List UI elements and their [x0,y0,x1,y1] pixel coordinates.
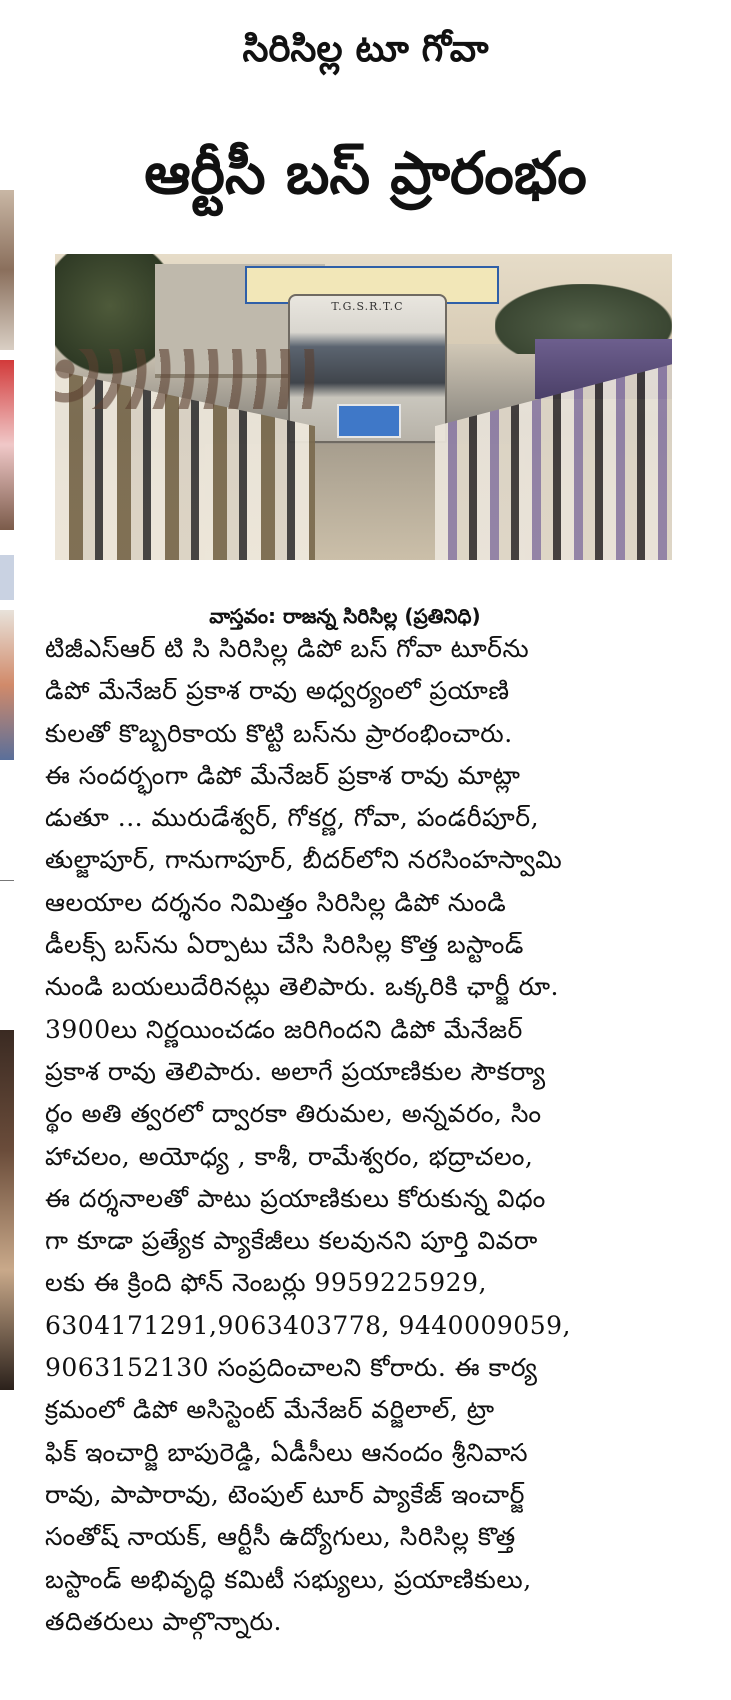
adjacent-photo-fragment [0,555,14,600]
body-line: గా కూడా ప్రత్యేక ప్యాకేజీలు కలవునని పూర్తి వివరా [45,1226,538,1256]
body-line: రావు, పాపారావు, టెంపుల్ టూర్ ప్యాకేజ్ ఇంచార్జ్ [45,1479,525,1509]
photo-crowd-heads [55,349,315,409]
body-line: హాచలం, అయోధ్య , కాశీ, రామేశ్వరం, భద్రాచలం, [45,1141,534,1171]
body-line: 6304171291,9063403778, 9440009059, [45,1310,571,1340]
body-line: లకు ఈ క్రింది ఫోన్ నెంబర్లు 9959225929, [45,1268,487,1298]
body-line: తుల్జాపూర్, గానుగాపూర్, బీదర్‌లోని నరసింహస్వామి [45,845,563,875]
body-line: సంతోష్ నాయక్, ఆర్టీసీ ఉద్యోగులు, సిరిసిల్ల కొత్త [45,1522,516,1552]
body-line: టిజీఎస్ఆర్ టి సి సిరిసిల్ల డిపో బస్ గోవా టూర్‌ను [45,634,530,663]
body-line: నుండి బయలుదేరినట్లు తెలిపారు. ఒక్కరికి ఛార్జీ రూ. [45,972,559,1002]
article-kicker: సిరిసిల్ల టూ గోవా [242,27,489,70]
body-line: తదితరులు పాల్గొన్నారు. [45,1606,282,1636]
adjacent-photo-fragment [0,610,14,760]
body-line: డీలక్స్ బస్‌ను ఏర్పాటు చేసి సిరిసిల్ల కొత్త బస్టాండ్ [45,930,524,960]
body-line: ర్థం అతి త్వరలో ద్వారకా తిరుమల, అన్నవరం, సిం [45,1099,542,1129]
body-line: ఫిక్ ఇంచార్జి బాపురెడ్డి, ఏడీసీలు ఆనందం శ్రీనివాస [45,1437,529,1467]
body-line: బస్టాండ్ అభివృద్ధి కమిటీ సభ్యులు, ప్రయాణికులు, [45,1564,532,1594]
adjacent-photo-fragment [0,360,14,530]
body-line: 9063152130 సంప్రదించాలని కోరారు. ఈ కార్య [45,1353,538,1383]
bus-destination-sign: T.G.S.R.T.C [331,300,404,313]
body-line: ఈ సందర్భంగా డిపో మేనేజర్ ప్రకాశ రావు మాట్లా [45,760,521,790]
body-line: ప్రకాశ రావు తెలిపారు. అలాగే ప్రయాణికుల సౌకర్యా [45,1056,546,1086]
body-line: ఈ దర్శనాలతో పాటు ప్రయాణికులు కోరుకున్న విధం [45,1183,546,1213]
article-dateline: వాస్తవం: రాజన్న సిరిసిల్ల (ప్రతినిధి) [209,604,481,628]
body-line: డుతూ ... మురుడేశ్వర్, గోకర్ణ, గోవా, పండరీపూర్, [45,803,540,833]
body-line: క్రమంలో డిపో అసిస్టెంట్ మేనేజర్ వర్జిలాల్, ట్రా [45,1395,495,1425]
adjacent-photo-fragment [0,1030,14,1390]
article-photo [55,254,672,560]
bus-banner [337,404,401,438]
article-headline: ఆర్టీసీ బస్ ప్రారంభం [144,139,587,207]
adjacent-column-clipping [0,0,14,1700]
body-line: 3900లు నిర్ణయించడం జరిగిందని డిపో మేనేజర్ [45,1014,523,1044]
body-line: కులతో కొబ్బరికాయ కొట్టి బస్‌ను ప్రారంభించారు. [45,718,513,748]
body-line: డిపో మేనేజర్ ప్రకాశ రావు అధ్వర్యంలో ప్రయాణి [45,676,510,706]
adjacent-divider [0,880,14,881]
body-line: ఆలయాల దర్శనం నిమిత్తం సిరిసిల్ల డిపో నుండి [45,887,507,917]
article-body [45,628,685,1643]
